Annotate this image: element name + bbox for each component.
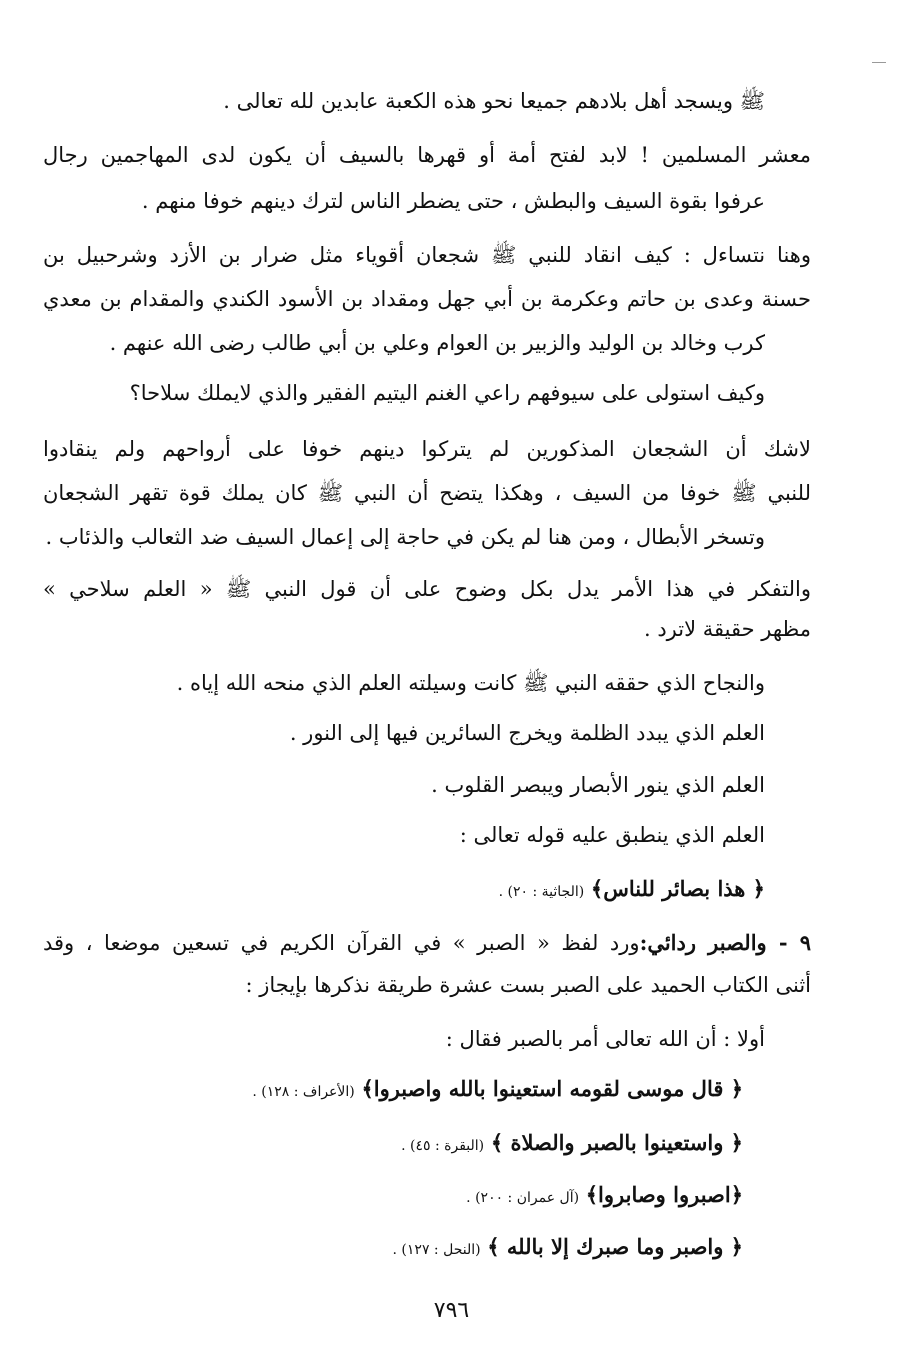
corner-mark: [872, 62, 886, 63]
verse-text: ﴿ واستعينوا بالصبر والصلاة ﴾: [490, 1130, 743, 1155]
section-label: ٩ - والصبر ردائي:: [639, 930, 812, 955]
text-line: للنبي ﷺ خوفا من السيف ، وهكذا يتضح أن النبي ﷺ كان يملك قوة تقهر الشجعان: [43, 481, 811, 505]
text-line: العلم الذي يبدد الظلمة ويخرج السائرين فيها إلى النور .: [289, 721, 765, 745]
text-line: العلم الذي ينور الأبصار ويبصر القلوب .: [431, 773, 765, 797]
verse-line: [401, 1128, 743, 1161]
verse-reference: (آل عمران : ٢٠٠) .: [466, 1190, 580, 1206]
verse-text: ﴿ قال موسى لقومه استعينوا بالله واصبروا﴾: [361, 1076, 743, 1101]
verse-reference: (البقرة : ٤٥) .: [401, 1138, 485, 1154]
text-line: وكيف استولى على سيوفهم راعي الغنم اليتيم الفقير والذي لايملك سلاحا؟: [129, 381, 765, 405]
text-line: مظهر حقيقة لاترد .: [643, 617, 811, 641]
page-number: ٧٩٦: [433, 1298, 470, 1323]
verse-text: ﴿ هذا بصائر للناس﴾: [590, 876, 765, 901]
section-9-line-2: أثنى الكتاب الحميد على الصبر بست عشرة طريقة نذكرها بإيجاز :: [245, 973, 811, 997]
text-line: معشر المسلمين ! لابد لفتح أمة أو قهرها بالسيف أن يكون لدى المهاجمين رجال: [43, 143, 811, 167]
text-line: والنجاح الذي حققه النبي ﷺ كانت وسيلته العلم الذي منحه الله إياه .: [176, 671, 765, 695]
text-line: لاشك أن الشجعان المذكورين لم يتركوا دينهم خوفا على أرواحهم ولم ينقادوا: [43, 437, 811, 461]
text-line: والتفكر في هذا الأمر يدل بكل وضوح على أن قول النبي ﷺ « العلم سلاحي »: [43, 577, 811, 601]
text-line: حسنة وعدى بن حاتم وعكرمة بن أبي جهل ومقداد بن الأسود الكندي والمقدام بن معدي: [43, 287, 811, 311]
text-line: وهنا نتساءل : كيف انقاد للنبي ﷺ شجعان أقوياء مثل ضرار بن الأزد وشرحبيل بن: [43, 243, 811, 267]
text-line: وتسخر الأبطال ، ومن هنا لم يكن في حاجة إلى إعمال السيف ضد الثعالب والذئاب .: [45, 525, 765, 549]
verse-reference: (الجاثية : ٢٠) .: [498, 884, 585, 900]
section-9-line-1: [43, 928, 811, 958]
verse-text: ﴿ واصبر وما صبرك إلا بالله ﴾: [487, 1234, 743, 1259]
section-text: ورد لفظ « الصبر » في القرآن الكريم في تسعين موضعا ، وقد: [43, 931, 640, 955]
text-line: ﷺ ويسجد أهل بلادهم جميعا نحو هذه الكعبة عابدين لله تعالى .: [223, 89, 765, 113]
section-9-line-3: أولا : أن الله تعالى أمر بالصبر فقال :: [445, 1027, 765, 1051]
verse-line: [466, 1180, 743, 1213]
text-line: عرفوا بقوة السيف والبطش ، حتى يضطر الناس لترك دينهم خوفا منهم .: [141, 189, 765, 213]
verse-reference: (الأعراف : ١٢٨) .: [252, 1084, 355, 1100]
verse-line: [393, 1232, 743, 1265]
verse-line: [252, 1074, 743, 1107]
text-line: العلم الذي ينطبق عليه قوله تعالى :: [459, 823, 765, 847]
text-line: كرب وخالد بن الوليد والزبير بن العوام وعلي بن أبي طالب رضى الله عنهم .: [109, 331, 765, 355]
verse-line: [499, 874, 765, 907]
verse-text: ﴿اصبروا وصابروا﴾: [585, 1182, 743, 1207]
verse-reference: (النحل : ١٢٧) .: [392, 1242, 481, 1258]
